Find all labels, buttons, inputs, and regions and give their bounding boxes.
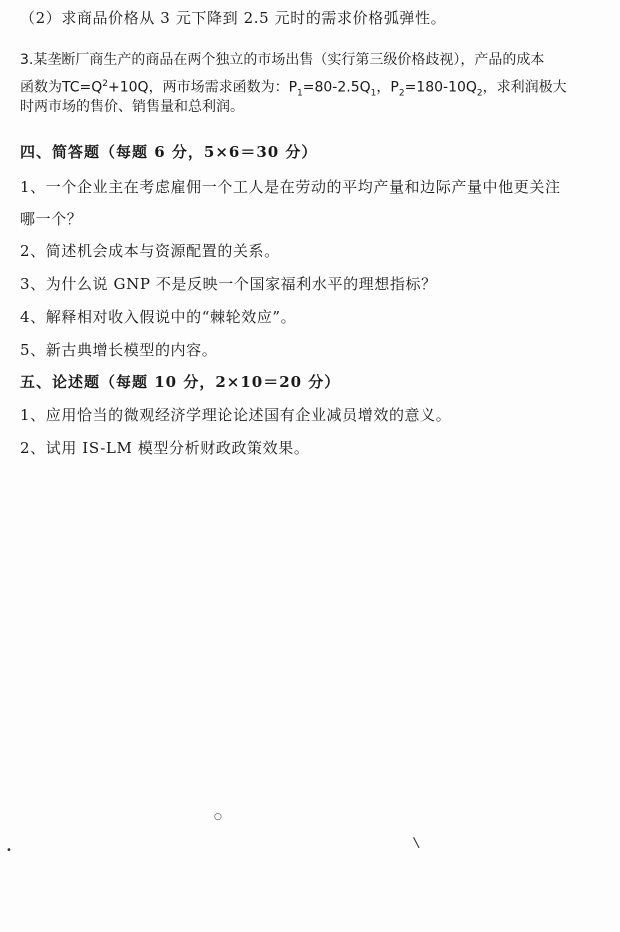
section-4-q2: 2、简述机会成本与资源配置的关系。 <box>20 242 280 260</box>
q3-sub-2a: 2 <box>398 88 405 99</box>
scan-speck-dot: • <box>6 845 12 856</box>
section-4-q1-line-1: 1、一个企业主在考虑雇佣一个工人是在劳动的平均产量和边际产量中他更关注 <box>20 178 561 196</box>
section-4-q1-line-2: 哪一个？ <box>20 210 83 228</box>
question-2-part-2: （2）求商品价格从 3 元下降到 2.5 元时的需求价格弧弹性。 <box>20 9 447 27</box>
scan-speck-circle: ○ <box>214 812 222 822</box>
section-4-q3: 3、为什么说 GNP 不是反映一个国家福利水平的理想指标？ <box>20 275 437 293</box>
q3-text-f: ，求利润极大 <box>482 79 567 96</box>
question-3-line-1: 3.某垄断厂商生产的商品在两个独立的市场出售（实行第三级价格歧视），产品的成本 <box>20 52 545 68</box>
scan-speck-stroke: \ <box>412 834 421 852</box>
q3-text-a: 函数为TC=Q <box>20 79 103 96</box>
section-4-heading: 四、简答题（每题 6 分，5×6＝30 分） <box>20 143 318 161</box>
q3-sub-1a: 1 <box>297 88 303 99</box>
question-3-line-3: 时两市场的售价、销售量和总利润。 <box>20 99 244 115</box>
section-5-heading: 五、论述题（每题 10 分，2×10＝20 分） <box>20 373 341 391</box>
q3-text-d: ，P <box>376 79 399 96</box>
q3-sub-2b: 2 <box>476 88 483 99</box>
q3-text-b: +10Q，两市场需求函数为：P <box>108 79 298 96</box>
section-5-q2: 2、试用 IS-LM 模型分析财政政策效果。 <box>20 439 310 457</box>
q3-sup: 2 <box>102 79 108 89</box>
q3-sub-1b: 1 <box>370 88 377 99</box>
section-4-q5: 5、新古典增长模型的内容。 <box>20 341 218 359</box>
section-5-q1: 1、应用恰当的微观经济学理论论述国有企业减员增效的意义。 <box>20 406 452 424</box>
q3-text-e: =180-10Q <box>404 79 477 96</box>
section-4-q4: 4、解释相对收入假说中的“棘轮效应”。 <box>20 308 297 326</box>
q3-text-c: =80-2.5Q <box>302 79 371 96</box>
